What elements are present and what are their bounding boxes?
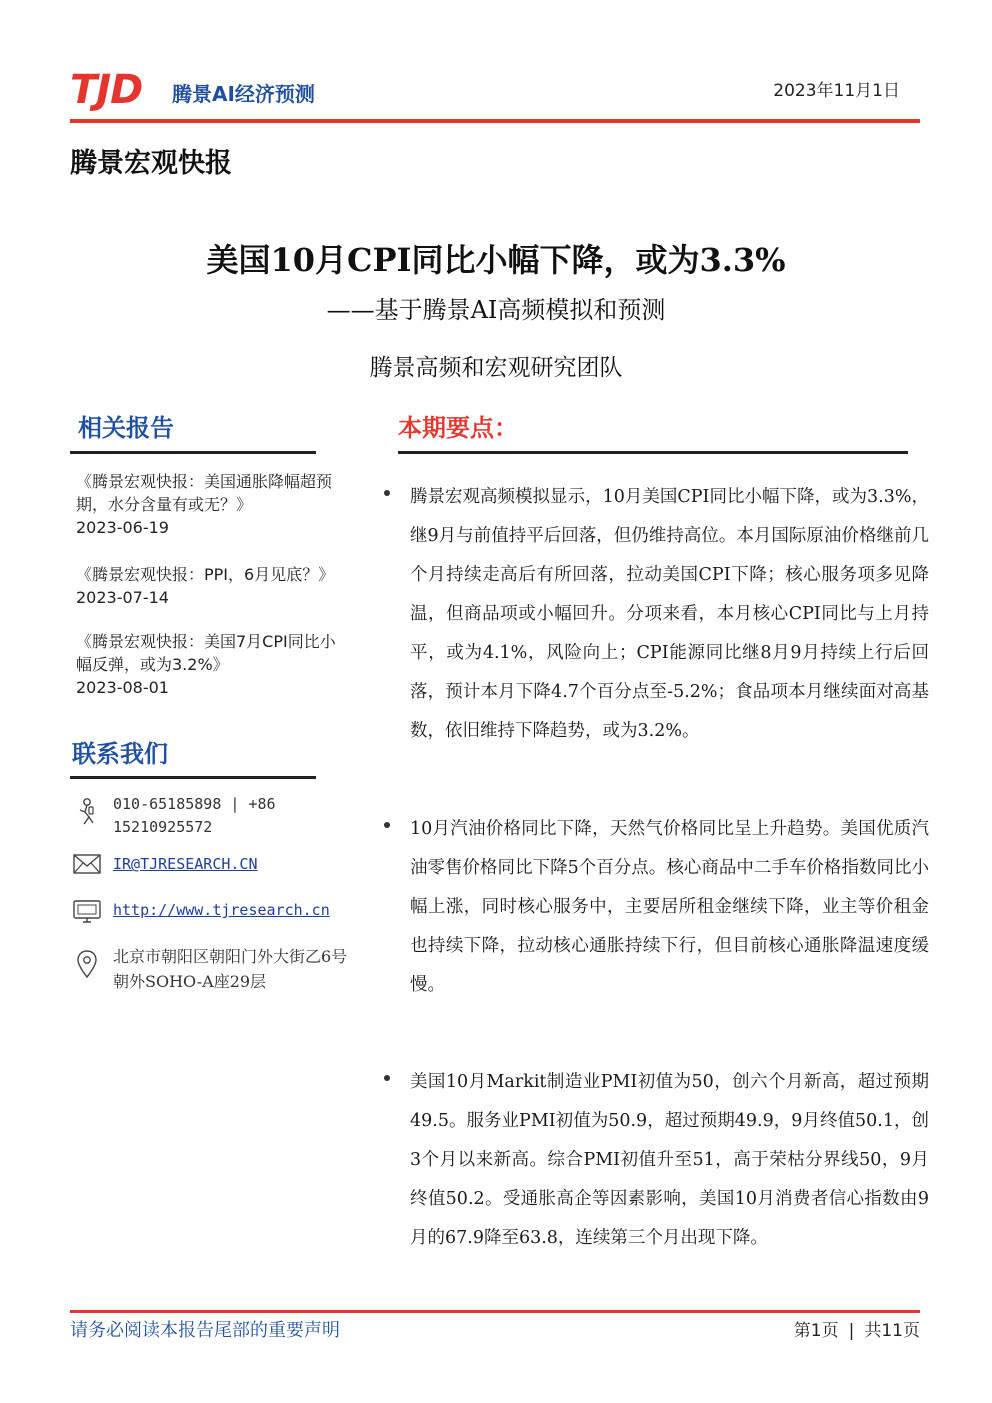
main-title: 美国10月CPI同比小幅下降，或为3.3% bbox=[206, 241, 786, 279]
footer-divider bbox=[70, 1310, 920, 1313]
related-report-date: 2023-08-01 bbox=[76, 678, 169, 697]
total-pages: 共11页 bbox=[864, 1321, 920, 1341]
website-url[interactable]: http://www.tjresearch.cn bbox=[113, 901, 330, 919]
related-report-date: 2023-06-19 bbox=[76, 518, 169, 537]
current-page: 第1页 bbox=[793, 1321, 839, 1341]
bullet-icon bbox=[384, 822, 390, 828]
related-report-title: 《腾景宏观快报：美国7月CPI同比小幅反弹，或为3.2%》 bbox=[76, 632, 336, 674]
web-icon bbox=[72, 898, 102, 928]
page-separator: | bbox=[848, 1321, 855, 1341]
related-report-title: 《腾景宏观快报：美国通胀降幅超预期，水分含量有或无？》 bbox=[76, 472, 333, 514]
contact-phone[interactable]: 010-65185898 | +86 15210925572 bbox=[113, 795, 276, 836]
disclaimer-note: 请务必阅读本报告尾部的重要声明 bbox=[70, 1320, 340, 1341]
key-point-text: 美国10月Markit制造业PMI初值为50，创六个月新高，超过预期49.5。服务业PMI初值为50.9，超过预期49.9，9月终值50.1，创3个月以来新高。综合PMI初值升至51，高于荣枯分界线50，9月终值50.2。受通胀高企等因素影响，美国10月消费者信心指数由9月的67.9降至63.8，连续第三个月出现下降。 bbox=[410, 1072, 929, 1248]
email-address[interactable]: IR@TJRESEARCH.CN bbox=[113, 855, 258, 873]
author-team: 腾景高频和宏观研究团队 bbox=[369, 355, 623, 381]
contact-address: 北京市朝阳区朝阳门外大街乙6号朝外SOHO-A座29层 bbox=[113, 947, 348, 991]
related-report-title: 《腾景宏观快报：PPI，6月见底？》 bbox=[76, 565, 335, 584]
page-indicator bbox=[794, 1318, 920, 1344]
location-pin-icon bbox=[72, 948, 102, 978]
related-report-date: 2023-07-14 bbox=[76, 588, 169, 607]
contact-email-link[interactable] bbox=[113, 853, 353, 876]
contact-website-link[interactable] bbox=[113, 899, 353, 922]
contact-heading: 联系我们 bbox=[72, 739, 168, 768]
bullet-icon bbox=[384, 1075, 390, 1081]
key-point-text: 腾景宏观高频模拟显示，10月美国CPI同比小幅下降，或为3.3%，继9月与前值持平后回落，但仍维持高位。本月国际原油价格继前几个月持续走高后有所回落，拉动美国CPI下降；核心服务项多见降温，但商品项或小幅回升。分项来看，本月核心CPI同比与上月持平，或为4.1%，风险向上；CPI能源同比继8月9月持续上行后回落，预计本月下降4.7个百分点至-5.2%；食品项本月继续面对高基数，依旧维持下降趋势，或为3.2%。 bbox=[410, 487, 929, 741]
key-points-divider bbox=[398, 451, 908, 454]
key-point-text: 10月汽油价格同比下降，天然气价格同比呈上升趋势。美国优质汽油零售价格同比下降5个百分点。核心商品中二手车价格指数同比小幅上涨，同时核心服务中，主要居所租金继续下降，业主等价租金也持续下降，拉动核心通胀持续下行，但目前核心通胀降温速度缓慢。 bbox=[410, 819, 929, 995]
key-point-item bbox=[384, 810, 929, 1005]
related-report-item[interactable] bbox=[76, 563, 336, 609]
phone-icon bbox=[72, 796, 102, 826]
contact-divider bbox=[70, 776, 316, 779]
logo-mark: TJD bbox=[70, 67, 143, 113]
related-reports-heading: 相关报告 bbox=[78, 413, 174, 442]
key-points-heading: 本期要点： bbox=[398, 413, 518, 442]
header-divider bbox=[70, 119, 920, 123]
key-point-item bbox=[384, 478, 929, 751]
series-title: 腾景宏观快报 bbox=[70, 148, 232, 179]
related-reports-divider bbox=[70, 451, 316, 454]
logo-text: 腾景AI经济预测 bbox=[172, 82, 315, 106]
subtitle: ——基于腾景AI高频模拟和预测 bbox=[326, 296, 666, 324]
bullet-icon bbox=[384, 490, 390, 496]
report-date: 2023年11月1日 bbox=[773, 81, 900, 101]
related-report-item[interactable] bbox=[76, 470, 336, 539]
key-point-item bbox=[384, 1063, 929, 1258]
mail-icon bbox=[72, 852, 102, 882]
related-report-item[interactable] bbox=[76, 630, 336, 699]
